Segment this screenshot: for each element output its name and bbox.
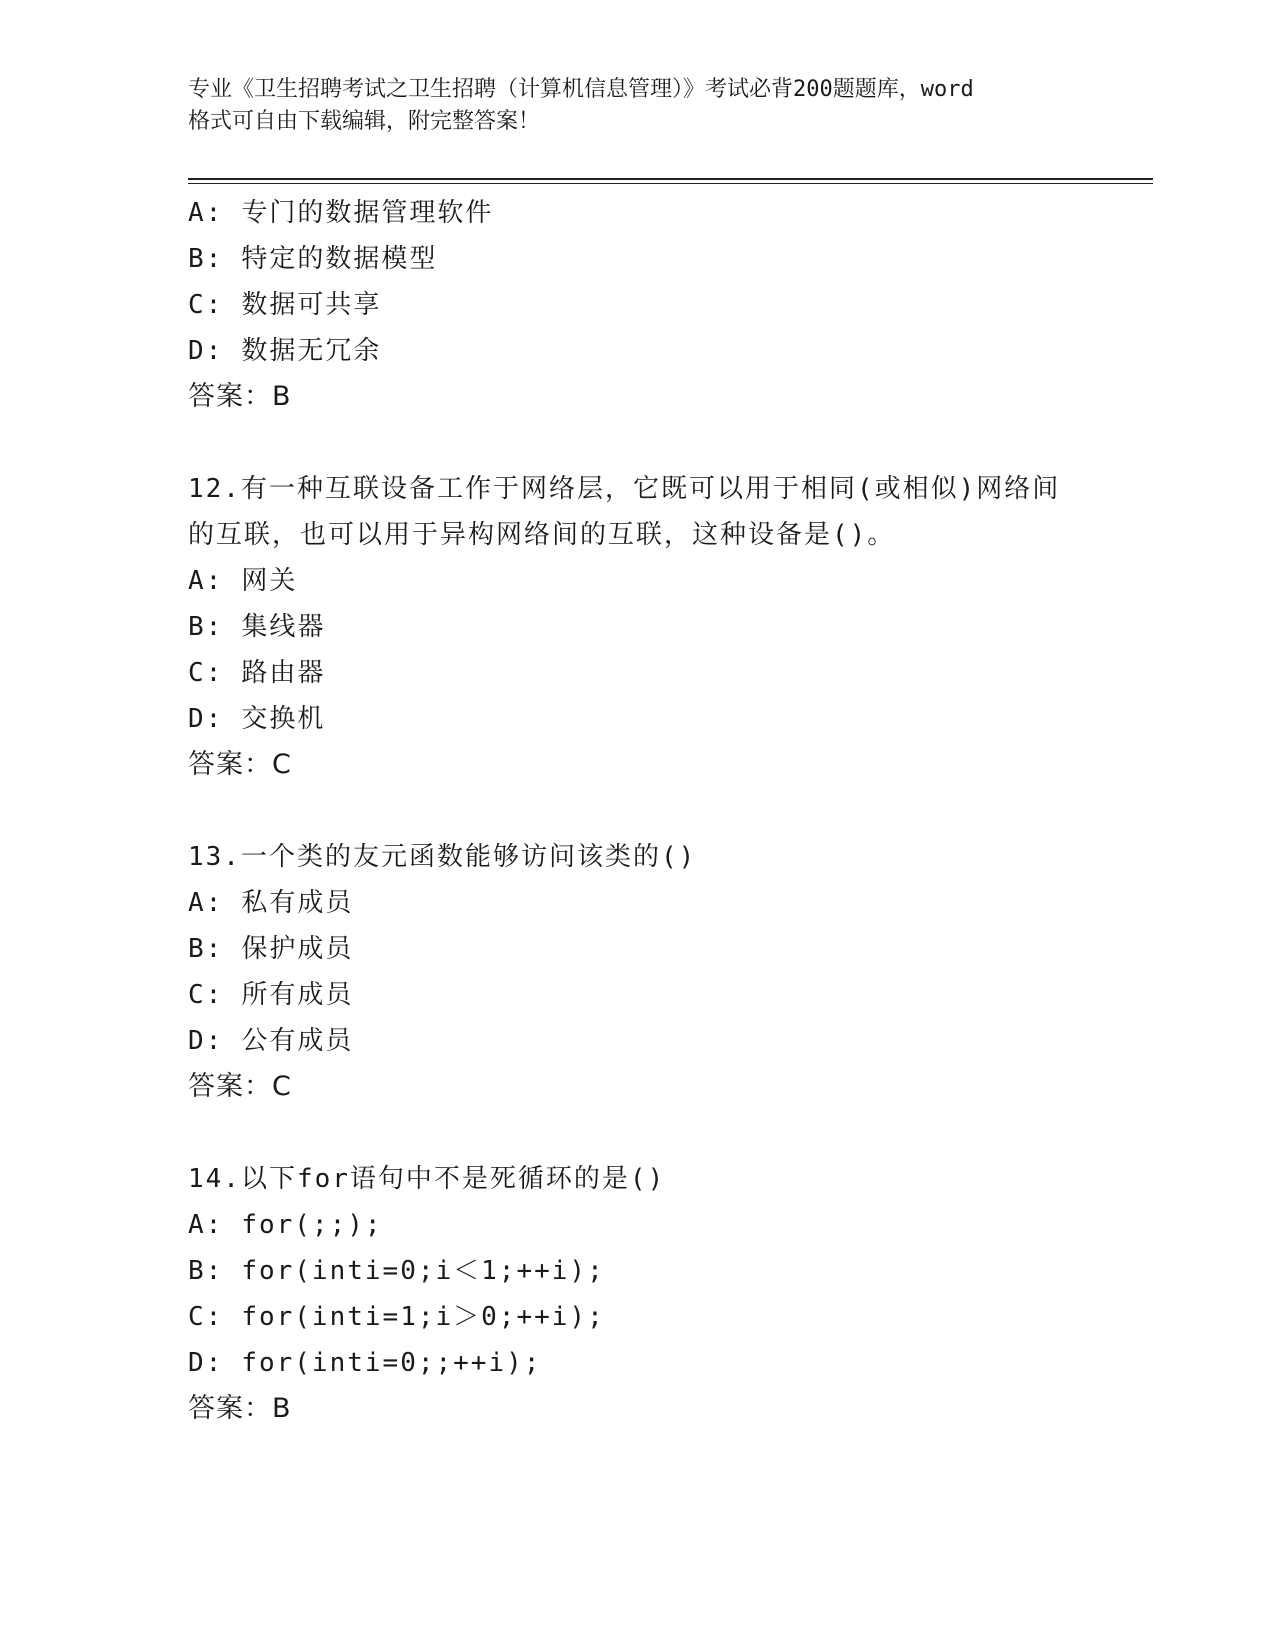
option-text: 集线器 bbox=[241, 612, 326, 642]
option-text: 特定的数据模型 bbox=[241, 244, 438, 274]
option-b bbox=[188, 1248, 1148, 1294]
option-text: 私有成员 bbox=[241, 888, 354, 918]
option-c bbox=[188, 1294, 1148, 1340]
answer-value: B bbox=[272, 381, 292, 412]
option-letter: D: bbox=[188, 336, 224, 366]
option-c bbox=[188, 650, 1148, 696]
option-letter: B: bbox=[188, 244, 224, 274]
option-text: 路由器 bbox=[241, 658, 326, 688]
option-letter: B: bbox=[188, 934, 224, 964]
option-letter: C: bbox=[188, 980, 224, 1010]
option-text: 数据无冗余 bbox=[241, 336, 382, 366]
option-d bbox=[188, 1340, 1148, 1386]
answer-line bbox=[188, 1064, 1148, 1110]
option-c bbox=[188, 282, 1148, 328]
option-letter: A: bbox=[188, 1210, 224, 1240]
answer-label: 答案： bbox=[188, 1393, 272, 1424]
option-letter: C: bbox=[188, 658, 224, 688]
option-text: 保护成员 bbox=[241, 934, 354, 964]
option-letter: D: bbox=[188, 1026, 224, 1056]
question-stem-line-1: 12.有一种互联设备工作于网络层，它既可以用于相同(或相似)网络间 bbox=[188, 474, 1061, 504]
option-a bbox=[188, 1202, 1148, 1248]
answer-value: C bbox=[272, 1071, 292, 1102]
option-text: 网关 bbox=[241, 566, 298, 596]
header-line-1: 专业《卫生招聘考试之卫生招聘（计算机信息管理）》考试必背200题题库，word bbox=[188, 77, 974, 102]
option-d bbox=[188, 328, 1148, 374]
answer-line bbox=[188, 374, 1148, 420]
question-list bbox=[188, 190, 1148, 1432]
option-letter: D: bbox=[188, 1348, 224, 1378]
option-b bbox=[188, 604, 1148, 650]
option-d bbox=[188, 1018, 1148, 1064]
option-b bbox=[188, 926, 1148, 972]
option-a bbox=[188, 190, 1148, 236]
option-letter: C: bbox=[188, 1302, 224, 1332]
header-divider-thin bbox=[188, 183, 1153, 184]
option-b bbox=[188, 236, 1148, 282]
answer-label: 答案： bbox=[188, 1071, 272, 1102]
answer-value: B bbox=[272, 1393, 292, 1424]
answer-value: C bbox=[272, 749, 292, 780]
answer-label: 答案： bbox=[188, 381, 272, 412]
option-letter: B: bbox=[188, 612, 224, 642]
option-a bbox=[188, 558, 1148, 604]
answer-line bbox=[188, 1386, 1148, 1432]
option-text: 公有成员 bbox=[241, 1026, 354, 1056]
question-stem-line-1: 14.以下for语句中不是死循环的是() bbox=[188, 1164, 666, 1194]
option-text: for(;;); bbox=[241, 1210, 383, 1240]
option-text: 专门的数据管理软件 bbox=[241, 198, 494, 228]
question-stem-line-1: 13.一个类的友元函数能够访问该类的() bbox=[188, 842, 697, 872]
option-text: for(inti=0;i＜1;++i); bbox=[241, 1256, 605, 1286]
option-text: 所有成员 bbox=[241, 980, 354, 1010]
option-d bbox=[188, 696, 1148, 742]
option-text: 数据可共享 bbox=[241, 290, 382, 320]
document-header bbox=[188, 74, 1088, 138]
option-c bbox=[188, 972, 1148, 1018]
option-letter: A: bbox=[188, 198, 224, 228]
header-divider-thick bbox=[188, 178, 1153, 180]
option-letter: C: bbox=[188, 290, 224, 320]
question-11 bbox=[188, 190, 1148, 420]
option-text: 交换机 bbox=[241, 704, 326, 734]
option-letter: A: bbox=[188, 566, 224, 596]
question-stem-line-2: 的互联，也可以用于异构网络间的互联，这种设备是()。 bbox=[188, 520, 896, 550]
option-letter: D: bbox=[188, 704, 224, 734]
answer-line bbox=[188, 742, 1148, 788]
answer-label: 答案： bbox=[188, 749, 272, 780]
option-letter: A: bbox=[188, 888, 224, 918]
option-a bbox=[188, 880, 1148, 926]
question-12 bbox=[188, 466, 1148, 788]
option-text: for(inti=1;i＞0;++i); bbox=[241, 1302, 605, 1332]
option-text: for(inti=0;;++i); bbox=[241, 1348, 542, 1378]
option-letter: B: bbox=[188, 1256, 224, 1286]
question-13 bbox=[188, 834, 1148, 1110]
header-line-2: 格式可自由下载编辑，附完整答案！ bbox=[188, 109, 541, 134]
question-14 bbox=[188, 1156, 1148, 1432]
